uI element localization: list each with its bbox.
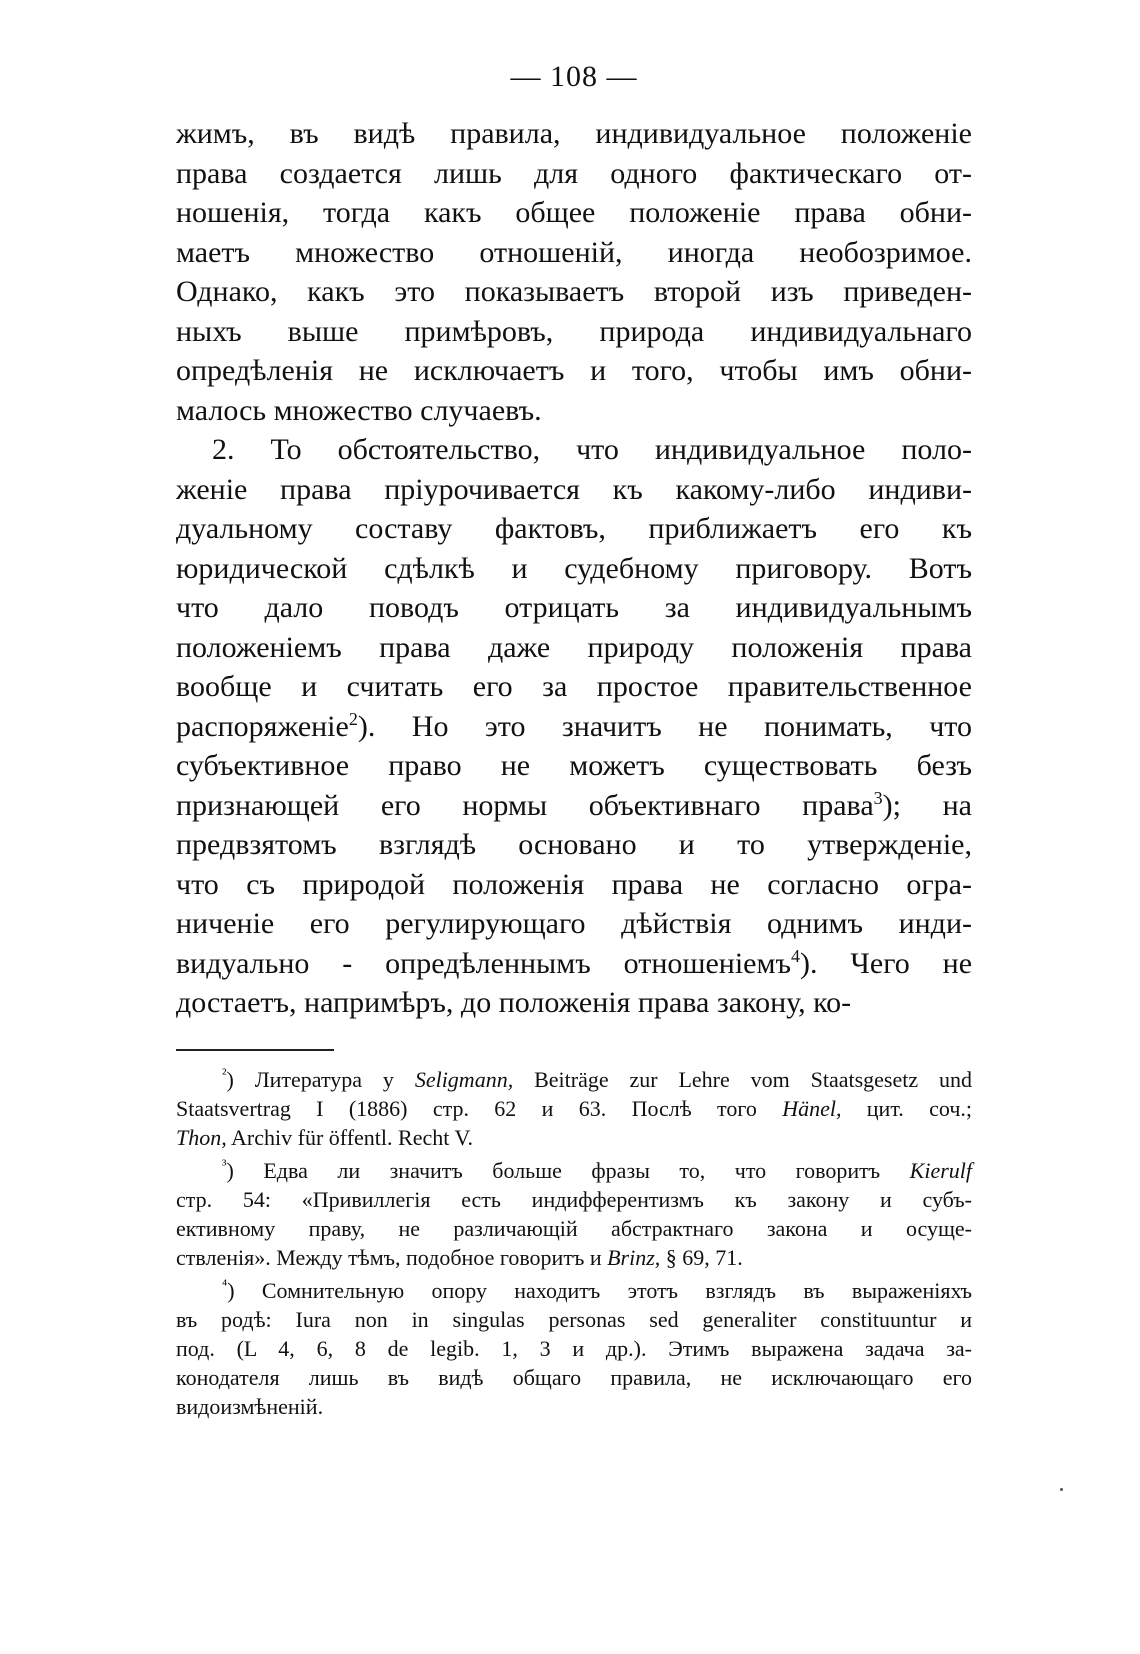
body-text [176,114,972,1023]
body-line [176,193,972,233]
body-line-text: женіе права пріурочивается къ какому-либо индиви- [176,472,972,506]
footnote [176,1276,972,1421]
footnotes [176,1065,972,1421]
body-line [176,825,972,865]
footnote-mark: ² [222,1066,227,1083]
body-line-text: права создается лишь для одного фактическаго от- [176,156,972,190]
cited-author: Brinz, [607,1244,661,1270]
body-line-text: юридической сдѣлкѣ и судебному приговору. Вотъ [176,551,972,585]
body-line-text: видуально - опредѣленнымъ отношеніемъ [176,946,791,980]
body-line-text: что дало поводъ отрицать за индивидуальнымъ [176,591,972,624]
body-line [176,272,972,312]
body-line [176,549,972,589]
footnote-text: Staatsvertrag I (1886) стр. 62 и 63. Послѣ того [176,1095,783,1121]
footnote-text: ствленія». Между тѣмъ, подобное говоритъ и [176,1244,608,1270]
footnote-text: видоизмѣненій. [176,1393,324,1419]
body-line-text: субъективное право не можетъ существовать безъ [176,749,972,782]
body-line-text: что съ природой положенія права не согласно огра- [176,867,972,901]
footnote-line [176,1392,972,1421]
body-line-text: положеніемъ права даже природу положенія права [176,630,972,664]
footnote-line [176,1243,972,1272]
body-line [176,865,972,905]
cited-author: Hänel, [782,1095,842,1121]
footnote-mark: ⁴ [222,1277,228,1294]
footnote-text: конодателя лишь въ видѣ общаго правила, не исключающаго его [176,1364,972,1390]
footnote-line [176,1334,972,1363]
document-page [176,52,972,1425]
footnote-line [176,1276,972,1305]
body-line [176,588,972,628]
footnote-text: под. (L 4, 6, 8 de legib. 1, 3 и др.). Этимъ выражена задача за- [176,1335,972,1361]
body-line [176,904,972,944]
body-line-text: малось множество случаевъ. [176,393,542,427]
body-line-text: дуальному составу фактовъ, приближаетъ его къ [176,512,972,545]
footnote-line [176,1156,972,1185]
footnote-line [176,1363,972,1392]
scan-speck [1060,1488,1063,1491]
footnote-line [176,1214,972,1243]
footnote-text: ) Литература у [226,1066,415,1092]
footnote-line [176,1185,972,1214]
body-line [176,509,972,549]
footnote [176,1156,972,1272]
body-line [176,351,972,391]
body-line [176,114,972,154]
body-line [176,707,972,747]
body-line [176,430,972,470]
body-line-text: ныхъ выше примѣровъ, природа индивидуальнаго [176,314,972,348]
footnote-text: стр. 54: «Привиллегія есть индифферентизмъ къ закону и субъ- [176,1186,972,1212]
footnote-text: въ родѣ: Iura non in singulas personas sed generaliter constituuntur и [176,1306,972,1332]
footnote-reference: 3 [873,787,883,808]
footnote-line [176,1094,972,1123]
footnote-text: Beiträge zur Lehre vom Staatsgesetz und [513,1066,972,1092]
footnote-line [176,1305,972,1334]
body-line-text: признающей его нормы объективнаго права [176,788,874,822]
footnote-mark: ³ [222,1157,227,1174]
body-line-text: ); на [882,788,972,822]
footnote-text: ективному праву, не различающій абстрактнаго закона и осуще- [176,1215,972,1241]
footnote-reference: 2 [348,708,358,729]
footnote-text: § 69, 71. [660,1244,743,1270]
body-line [176,786,972,826]
body-line-text: ниченіе его регулирующаго дѣйствія однимъ инди- [176,907,972,940]
body-line [176,983,972,1023]
body-line-text: предвзятомъ взглядѣ основано и то утвержденіе, [176,828,972,861]
body-line [176,391,972,431]
body-line-text: Однако, какъ это показываетъ второй изъ приведен- [176,275,972,308]
footnote-line [176,1123,972,1152]
body-line [176,628,972,668]
footnote-text: ) Едва ли значитъ больше фразы то, что говоритъ [226,1157,910,1183]
body-line [176,470,972,510]
body-line-text: достаетъ, напримѣръ, до положенія права закону, ко- [176,986,852,1019]
body-line-text: 2. То обстоятельство, что индивидуальное поло- [212,433,972,466]
body-line-text: ). Чего не [800,946,973,980]
footnote-divider [176,1049,334,1051]
footnote-text: Archiv für öffentl. Recht V. [226,1124,473,1150]
body-line-text: опредѣленія не исключаетъ и того, чтобы имъ обни- [176,354,972,387]
body-line [176,154,972,194]
body-line-text: ношенія, тогда какъ общее положеніе права обни- [176,196,972,229]
body-line-text: маетъ множество отношеній, иногда необозримое. [176,235,972,269]
body-line-text: вообще и считать его за простое правительственное [176,670,972,703]
cited-author: Thon, [176,1124,227,1150]
body-line-text: ). Но это значитъ не понимать, что [357,709,972,743]
cited-author: Seligmann, [414,1066,514,1092]
footnote [176,1065,972,1152]
body-line [176,312,972,352]
footnote-text: ) Сомнительную опору находитъ этотъ взглядъ въ выраженіяхъ [227,1277,972,1303]
footnote-line [176,1065,972,1094]
body-line-text: жимъ, въ видѣ правила, индивидуальное положеніе [176,117,972,150]
body-line [176,746,972,786]
body-line-text: распоряженіе [176,709,349,743]
footnote-reference: 4 [791,945,800,966]
body-line [176,667,972,707]
cited-author: Kierulf [909,1157,972,1183]
body-line [176,233,972,273]
body-line [176,944,972,984]
page-number: — 108 — [510,60,638,93]
footnote-text: цит. соч.; [841,1095,972,1121]
